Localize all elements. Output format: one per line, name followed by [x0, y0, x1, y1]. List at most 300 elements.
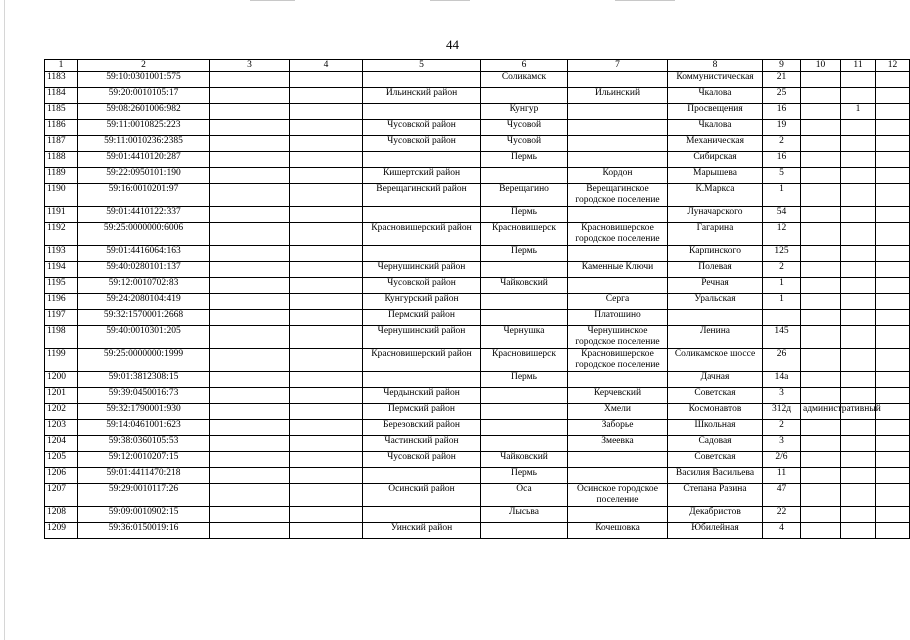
column-header: 1	[45, 60, 78, 72]
table-cell-col-6: Чернушка	[481, 326, 568, 349]
table-cell-col-8: Космонавтов	[668, 404, 763, 420]
table-cell-col-9: 11	[763, 468, 801, 484]
table-cell-col-4	[290, 436, 363, 452]
table-row	[45, 507, 910, 523]
table-cell-col-7	[568, 452, 668, 468]
table-cell-col-5	[363, 207, 481, 223]
table-cell-col-3	[210, 120, 290, 136]
table-cell-col-12	[876, 278, 910, 294]
table-cell-col-5	[363, 152, 481, 168]
table-row	[45, 223, 910, 246]
table-cell-col-7: Серга	[568, 294, 668, 310]
table-cell-col-7: Платошино	[568, 310, 668, 326]
table-cell-col-8: Просвещения	[668, 104, 763, 120]
table-cell-col-7: Каменные Ключи	[568, 262, 668, 278]
table-cell-col-8: Карпинского	[668, 246, 763, 262]
table-cell-col-6	[481, 310, 568, 326]
header-row	[45, 60, 910, 72]
table-cell-col-1: 1205	[45, 452, 78, 468]
table-cell-col-11	[841, 310, 876, 326]
table-cell-col-11	[841, 468, 876, 484]
table-cell-col-7: Хмели	[568, 404, 668, 420]
table-cell-col-2: 59:24:2080104:419	[78, 294, 210, 310]
table-cell-col-4	[290, 372, 363, 388]
table-cell-col-9: 2	[763, 262, 801, 278]
table-cell-col-4	[290, 294, 363, 310]
table-cell-col-10	[801, 326, 841, 349]
table-cell-col-1: 1186	[45, 120, 78, 136]
table-cell-col-7: Осинское городское поселение	[568, 484, 668, 507]
table-cell-col-11	[841, 388, 876, 404]
table-cell-col-10	[801, 468, 841, 484]
table-cell-col-5	[363, 246, 481, 262]
table-cell-col-9: 22	[763, 507, 801, 523]
table-cell-col-1: 1204	[45, 436, 78, 452]
table-cell-col-6	[481, 436, 568, 452]
table-cell-col-10	[801, 420, 841, 436]
table-cell-col-5	[363, 372, 481, 388]
table-cell-col-5	[363, 104, 481, 120]
table-cell-col-5: Осинский район	[363, 484, 481, 507]
table-cell-col-4	[290, 523, 363, 539]
table-cell-col-2: 59:16:0010201:97	[78, 184, 210, 207]
table-cell-col-4	[290, 278, 363, 294]
table-cell-col-12	[876, 484, 910, 507]
table-cell-col-12	[876, 523, 910, 539]
table-cell-col-6: Кунгур	[481, 104, 568, 120]
table-cell-col-2: 59:10:0301001:575	[78, 72, 210, 88]
table-cell-col-4	[290, 207, 363, 223]
table-cell-col-2: 59:39:0450016:73	[78, 388, 210, 404]
table-cell-col-10: административный	[801, 404, 841, 420]
table-cell-col-6	[481, 388, 568, 404]
table-cell-col-8: Советская	[668, 388, 763, 404]
table-cell-col-5	[363, 468, 481, 484]
table-cell-col-3	[210, 452, 290, 468]
column-header: 11	[841, 60, 876, 72]
table-cell-col-7	[568, 72, 668, 88]
table-cell-col-7	[568, 152, 668, 168]
table-cell-col-10	[801, 436, 841, 452]
table-row	[45, 388, 910, 404]
table-cell-col-3	[210, 310, 290, 326]
table-cell-col-11	[841, 294, 876, 310]
table-cell-col-11	[841, 223, 876, 246]
table-cell-col-4	[290, 388, 363, 404]
table-cell-col-12	[876, 326, 910, 349]
table-cell-col-5	[363, 507, 481, 523]
table-cell-col-5: Чусовской район	[363, 136, 481, 152]
table-cell-col-2: 59:29:0010117:26	[78, 484, 210, 507]
table-cell-col-2: 59:01:4416064:163	[78, 246, 210, 262]
table-cell-col-9: 3	[763, 436, 801, 452]
table-cell-col-1: 1197	[45, 310, 78, 326]
table-row	[45, 246, 910, 262]
table-cell-col-5: Пермский район	[363, 310, 481, 326]
table-cell-col-5: Пермский район	[363, 404, 481, 420]
table-cell-col-8: Школьная	[668, 420, 763, 436]
table-cell-col-8: Ленина	[668, 326, 763, 349]
table-cell-col-1: 1188	[45, 152, 78, 168]
table-cell-col-3	[210, 326, 290, 349]
table-cell-col-2: 59:01:4410122:337	[78, 207, 210, 223]
table-cell-col-10	[801, 223, 841, 246]
table-cell-col-8: Соликамское шоссе	[668, 349, 763, 372]
table-cell-col-8: Речная	[668, 278, 763, 294]
table-cell-col-12	[876, 349, 910, 372]
table-cell-col-3	[210, 152, 290, 168]
table-cell-col-6: Чайковский	[481, 278, 568, 294]
table-row	[45, 184, 910, 207]
table-cell-col-3	[210, 168, 290, 184]
table-cell-col-11: 1	[841, 104, 876, 120]
table-cell-col-2: 59:38:0360105:53	[78, 436, 210, 452]
table-cell-col-11	[841, 168, 876, 184]
table-cell-col-6	[481, 404, 568, 420]
table-cell-col-8: Марышева	[668, 168, 763, 184]
table-cell-col-4	[290, 310, 363, 326]
table-cell-col-1: 1183	[45, 72, 78, 88]
table-cell-col-4	[290, 184, 363, 207]
table-cell-col-8: К.Маркса	[668, 184, 763, 207]
table-cell-col-3	[210, 278, 290, 294]
table-cell-col-5: Красновишерский район	[363, 349, 481, 372]
table-cell-col-12	[876, 420, 910, 436]
table-cell-col-1: 1208	[45, 507, 78, 523]
table-row	[45, 468, 910, 484]
table-cell-col-10	[801, 372, 841, 388]
table-cell-col-4	[290, 120, 363, 136]
table-cell-col-3	[210, 420, 290, 436]
table-body	[45, 72, 910, 539]
table-cell-col-3	[210, 294, 290, 310]
table-cell-col-5: Красновишерский район	[363, 223, 481, 246]
table-cell-col-9: 16	[763, 104, 801, 120]
table-row	[45, 404, 910, 420]
table-cell-col-4	[290, 326, 363, 349]
table-cell-col-2: 59:01:4411470:218	[78, 468, 210, 484]
table-cell-col-5: Чернушинский район	[363, 262, 481, 278]
table-cell-col-1: 1187	[45, 136, 78, 152]
column-header: 10	[801, 60, 841, 72]
table-cell-col-6: Лысьва	[481, 507, 568, 523]
table-cell-col-9: 3	[763, 388, 801, 404]
table-cell-col-7	[568, 207, 668, 223]
table-cell-col-7: Кочешовка	[568, 523, 668, 539]
table-cell-col-10	[801, 310, 841, 326]
table-cell-col-6	[481, 523, 568, 539]
table-cell-col-3	[210, 507, 290, 523]
table-cell-col-1: 1190	[45, 184, 78, 207]
table-cell-col-10	[801, 507, 841, 523]
table-cell-col-2: 59:32:1570001:2668	[78, 310, 210, 326]
table-cell-col-2: 59:25:0000000:1999	[78, 349, 210, 372]
table-cell-col-5: Чусовской район	[363, 452, 481, 468]
table-cell-col-9: 4	[763, 523, 801, 539]
table-cell-col-6: Пермь	[481, 246, 568, 262]
table-cell-col-1: 1189	[45, 168, 78, 184]
table-cell-col-10	[801, 136, 841, 152]
table-cell-col-5	[363, 72, 481, 88]
table-cell-col-1: 1203	[45, 420, 78, 436]
table-cell-col-2: 59:08:2601006:982	[78, 104, 210, 120]
table-cell-col-2: 59:01:3812308:15	[78, 372, 210, 388]
column-header: 7	[568, 60, 668, 72]
table-row	[45, 120, 910, 136]
table-cell-col-9: 16	[763, 152, 801, 168]
table-cell-col-6	[481, 262, 568, 278]
table-cell-col-7	[568, 278, 668, 294]
table-cell-col-1: 1193	[45, 246, 78, 262]
table-cell-col-3	[210, 207, 290, 223]
table-cell-col-9: 47	[763, 484, 801, 507]
table-cell-col-5: Уинский район	[363, 523, 481, 539]
table-cell-col-12	[876, 507, 910, 523]
table-row	[45, 372, 910, 388]
table-cell-col-5: Чусовской район	[363, 278, 481, 294]
table-cell-col-9: 21	[763, 72, 801, 88]
column-header: 3	[210, 60, 290, 72]
table-cell-col-6: Пермь	[481, 372, 568, 388]
table-cell-col-12	[876, 388, 910, 404]
table-cell-col-7: Кордон	[568, 168, 668, 184]
table-cell-col-11	[841, 326, 876, 349]
table-cell-col-8: Коммунистическая	[668, 72, 763, 88]
table-cell-col-6	[481, 420, 568, 436]
table-cell-col-5: Кунгурский район	[363, 294, 481, 310]
table-cell-col-8: Советская	[668, 452, 763, 468]
table-cell-col-12	[876, 207, 910, 223]
table-cell-col-7	[568, 120, 668, 136]
table-cell-col-1: 1201	[45, 388, 78, 404]
table-cell-col-1: 1184	[45, 88, 78, 104]
column-header: 5	[363, 60, 481, 72]
table-cell-col-5: Верещагинский район	[363, 184, 481, 207]
table-cell-col-3	[210, 246, 290, 262]
table-cell-col-10	[801, 246, 841, 262]
table-cell-col-8: Степана Разина	[668, 484, 763, 507]
table-cell-col-12	[876, 120, 910, 136]
table-cell-col-3	[210, 88, 290, 104]
table-cell-col-9: 14а	[763, 372, 801, 388]
table-cell-col-9: 2	[763, 136, 801, 152]
table-cell-col-11	[841, 88, 876, 104]
table-cell-col-11	[841, 120, 876, 136]
table-cell-col-2: 59:20:0010105:17	[78, 88, 210, 104]
table-cell-col-9: 2	[763, 420, 801, 436]
table-cell-col-12	[876, 468, 910, 484]
table-cell-col-11	[841, 436, 876, 452]
table-cell-col-4	[290, 484, 363, 507]
table-cell-col-9: 5	[763, 168, 801, 184]
table-cell-col-5: Чердынский район	[363, 388, 481, 404]
table-cell-col-11	[841, 72, 876, 88]
table-cell-col-12	[876, 294, 910, 310]
column-header: 6	[481, 60, 568, 72]
table-row	[45, 452, 910, 468]
table-cell-col-7: Змеевка	[568, 436, 668, 452]
table-cell-col-6: Красновишерск	[481, 349, 568, 372]
table-cell-col-10	[801, 388, 841, 404]
table-cell-col-7	[568, 468, 668, 484]
table-cell-col-12	[876, 372, 910, 388]
table-row	[45, 420, 910, 436]
table-row	[45, 168, 910, 184]
table-cell-col-6: Пермь	[481, 468, 568, 484]
table-cell-col-10	[801, 104, 841, 120]
table-cell-col-9: 1	[763, 278, 801, 294]
table-cell-col-10	[801, 152, 841, 168]
table-cell-col-2: 59:40:0010301:205	[78, 326, 210, 349]
table-cell-col-12	[876, 452, 910, 468]
table-cell-col-7: Красновишерское городское поселение	[568, 349, 668, 372]
table-cell-col-10	[801, 262, 841, 278]
table-cell-col-10	[801, 278, 841, 294]
table-cell-col-4	[290, 262, 363, 278]
table-cell-col-3	[210, 484, 290, 507]
table-cell-col-4	[290, 246, 363, 262]
table-cell-col-11	[841, 484, 876, 507]
table-row	[45, 136, 910, 152]
scan-top-mark	[430, 0, 470, 1]
table-cell-col-12	[876, 136, 910, 152]
table-cell-col-2: 59:01:4410120:287	[78, 152, 210, 168]
table-row	[45, 310, 910, 326]
table-cell-col-3	[210, 388, 290, 404]
table-cell-col-2: 59:11:0010236:2385	[78, 136, 210, 152]
table-cell-col-7: Красновишерское городское поселение	[568, 223, 668, 246]
table-row	[45, 484, 910, 507]
table-row	[45, 72, 910, 88]
table-cell-col-3	[210, 523, 290, 539]
table-cell-col-7: Верещагинское городское поселение	[568, 184, 668, 207]
column-header: 8	[668, 60, 763, 72]
table-row	[45, 436, 910, 452]
table-cell-col-3	[210, 436, 290, 452]
table-cell-col-8	[668, 310, 763, 326]
table-cell-col-4	[290, 104, 363, 120]
table-cell-col-6: Пермь	[481, 207, 568, 223]
table-cell-col-8: Садовая	[668, 436, 763, 452]
table-cell-col-9: 26	[763, 349, 801, 372]
table-cell-col-11	[841, 184, 876, 207]
table-cell-col-1: 1194	[45, 262, 78, 278]
table-cell-col-12	[876, 262, 910, 278]
table-cell-col-2: 59:32:1790001:930	[78, 404, 210, 420]
table-cell-col-11	[841, 523, 876, 539]
table-cell-col-8: Дачная	[668, 372, 763, 388]
table-cell-col-12	[876, 246, 910, 262]
table-cell-col-11	[841, 507, 876, 523]
column-header: 4	[290, 60, 363, 72]
table-cell-col-11	[841, 349, 876, 372]
table-cell-col-3	[210, 372, 290, 388]
table-cell-col-5: Чусовской район	[363, 120, 481, 136]
table-cell-col-2: 59:22:0950101:190	[78, 168, 210, 184]
table-row	[45, 88, 910, 104]
table-cell-col-5: Кишертский район	[363, 168, 481, 184]
table-cell-col-7: Заборье	[568, 420, 668, 436]
table-cell-col-10	[801, 72, 841, 88]
table-cell-col-10	[801, 349, 841, 372]
table-cell-col-6: Оса	[481, 484, 568, 507]
registry-table	[44, 59, 910, 539]
table-cell-col-12	[876, 72, 910, 88]
table-cell-col-11	[841, 372, 876, 388]
table-cell-col-4	[290, 349, 363, 372]
table-cell-col-4	[290, 420, 363, 436]
table-cell-col-10	[801, 184, 841, 207]
table-cell-col-3	[210, 72, 290, 88]
table-cell-col-8: Чкалова	[668, 88, 763, 104]
table-cell-col-6: Соликамск	[481, 72, 568, 88]
table-cell-col-10	[801, 523, 841, 539]
table-cell-col-4	[290, 468, 363, 484]
table-cell-col-8: Полевая	[668, 262, 763, 278]
table-row	[45, 152, 910, 168]
table-cell-col-1: 1200	[45, 372, 78, 388]
scan-top-mark	[615, 0, 675, 1]
table-row	[45, 262, 910, 278]
table-cell-col-2: 59:25:0000000:6006	[78, 223, 210, 246]
table-cell-col-4	[290, 223, 363, 246]
table-cell-col-7	[568, 104, 668, 120]
table-cell-col-3	[210, 184, 290, 207]
table-cell-col-1: 1192	[45, 223, 78, 246]
table-row	[45, 278, 910, 294]
page-number: 44	[446, 37, 459, 52]
table-cell-col-7: Керчевский	[568, 388, 668, 404]
table-row	[45, 104, 910, 120]
table-cell-col-5: Березовский район	[363, 420, 481, 436]
table-cell-col-9: 1	[763, 294, 801, 310]
table-row	[45, 294, 910, 310]
column-header: 2	[78, 60, 210, 72]
table-cell-col-7	[568, 246, 668, 262]
table-cell-col-6: Пермь	[481, 152, 568, 168]
table-cell-col-4	[290, 136, 363, 152]
table-cell-col-1: 1202	[45, 404, 78, 420]
table-cell-col-10	[801, 120, 841, 136]
table-row	[45, 326, 910, 349]
table-cell-col-9: 12	[763, 223, 801, 246]
table-cell-col-6: Красновишерск	[481, 223, 568, 246]
table-cell-col-6	[481, 88, 568, 104]
table-cell-col-2: 59:12:0010207:15	[78, 452, 210, 468]
table-cell-col-1: 1199	[45, 349, 78, 372]
table-cell-col-9: 25	[763, 88, 801, 104]
table-cell-col-11	[841, 246, 876, 262]
table-cell-col-7	[568, 507, 668, 523]
table-cell-col-4	[290, 72, 363, 88]
table-cell-col-5: Частинский район	[363, 436, 481, 452]
table-cell-col-12	[876, 223, 910, 246]
table-cell-col-11	[841, 452, 876, 468]
table-cell-col-12	[876, 88, 910, 104]
table-cell-col-3	[210, 223, 290, 246]
table-cell-col-12	[876, 436, 910, 452]
scan-top-mark	[250, 0, 295, 1]
table-cell-col-9: 1	[763, 184, 801, 207]
table-cell-col-11	[841, 136, 876, 152]
column-header: 12	[876, 60, 910, 72]
table-cell-col-11	[841, 207, 876, 223]
table-cell-col-7	[568, 372, 668, 388]
table-cell-col-3	[210, 349, 290, 372]
table-cell-col-8: Механическая	[668, 136, 763, 152]
table-cell-col-11	[841, 152, 876, 168]
table-cell-col-1: 1196	[45, 294, 78, 310]
